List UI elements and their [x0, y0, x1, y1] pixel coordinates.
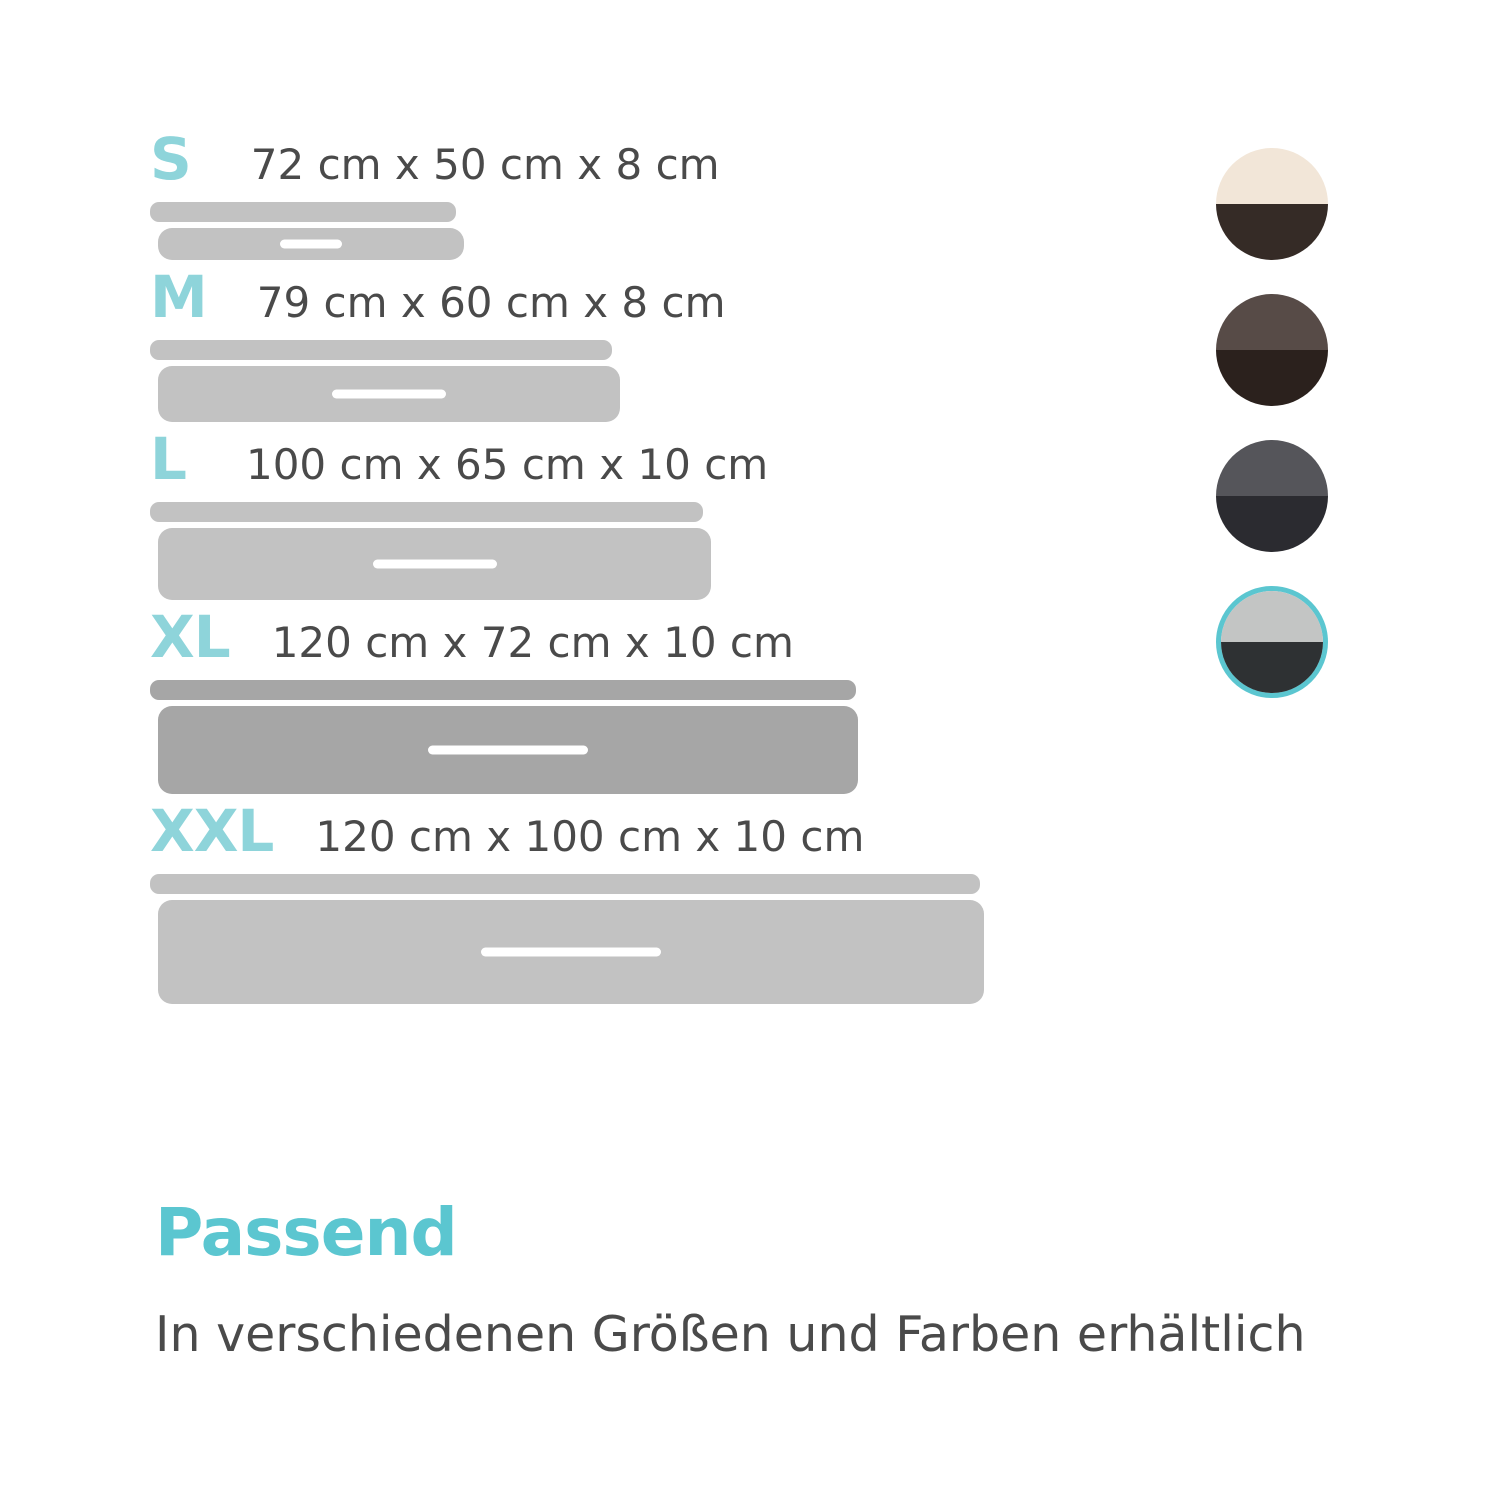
- cream-brown-swatch[interactable]: [1216, 148, 1328, 260]
- bed-front-cushion: [158, 900, 984, 1004]
- size-dimensions: 120 cm x 72 cm x 10 cm: [271, 618, 794, 667]
- size-label: XL: [150, 603, 230, 671]
- bed-seam: [481, 948, 661, 957]
- lightgray-black-swatch[interactable]: [1216, 586, 1328, 698]
- bed-seam: [428, 746, 588, 755]
- size-label: L: [150, 425, 186, 493]
- bed-seam: [332, 390, 446, 399]
- size-header: [150, 797, 1050, 874]
- bed-back-cushion: [150, 340, 612, 360]
- bed-seam: [373, 560, 497, 569]
- size-header: [150, 125, 1050, 202]
- bed-back-cushion: [150, 874, 980, 894]
- swatch-bottom-color: [1216, 350, 1328, 406]
- bed-front-cushion: [158, 366, 620, 422]
- bed-illustration: [150, 340, 1050, 422]
- swatch-top-color: [1216, 440, 1328, 496]
- bed-back-cushion: [150, 202, 456, 222]
- swatch-top-color: [1216, 294, 1328, 350]
- size-label: M: [150, 263, 207, 331]
- bed-front-cushion: [158, 528, 711, 600]
- size-dimensions: 120 cm x 100 cm x 10 cm: [315, 812, 865, 861]
- size-header: [150, 263, 1050, 340]
- size-row: [150, 263, 1050, 422]
- size-row: [150, 425, 1050, 600]
- bed-back-cushion: [150, 502, 703, 522]
- size-dimensions: 79 cm x 60 cm x 8 cm: [256, 278, 726, 327]
- bed-illustration: [150, 502, 1050, 600]
- bed-front-cushion: [158, 706, 858, 794]
- footer-heading: Passend: [155, 1194, 457, 1271]
- size-header: [150, 425, 1050, 502]
- color-swatch-list: [1216, 148, 1328, 698]
- size-dimensions: 100 cm x 65 cm x 10 cm: [245, 440, 769, 489]
- size-label: S: [150, 125, 191, 193]
- bed-seam: [280, 240, 342, 249]
- swatch-top-color: [1216, 148, 1328, 204]
- size-dimensions: 72 cm x 50 cm x 8 cm: [250, 140, 720, 189]
- bed-illustration: [150, 874, 1050, 1004]
- bed-front-cushion: [158, 228, 464, 260]
- swatch-bottom-color: [1216, 496, 1328, 552]
- bed-illustration: [150, 202, 1050, 260]
- size-header: [150, 603, 1050, 680]
- swatch-bottom-color: [1216, 204, 1328, 260]
- footer-section: [155, 1194, 1405, 1363]
- size-row: [150, 125, 1050, 260]
- swatch-top-color: [1221, 591, 1323, 642]
- size-row: [150, 603, 1050, 794]
- swatch-bottom-color: [1221, 642, 1323, 693]
- size-chart: [150, 125, 1050, 1012]
- size-label: XXL: [150, 797, 274, 865]
- size-row: [150, 797, 1050, 1004]
- bed-illustration: [150, 680, 1050, 794]
- taupe-darkbrown-swatch[interactable]: [1216, 294, 1328, 406]
- bed-back-cushion: [150, 680, 856, 700]
- gray-charcoal-swatch[interactable]: [1216, 440, 1328, 552]
- footer-subtitle: In verschiedenen Größen und Farben erhältlich: [155, 1306, 1306, 1363]
